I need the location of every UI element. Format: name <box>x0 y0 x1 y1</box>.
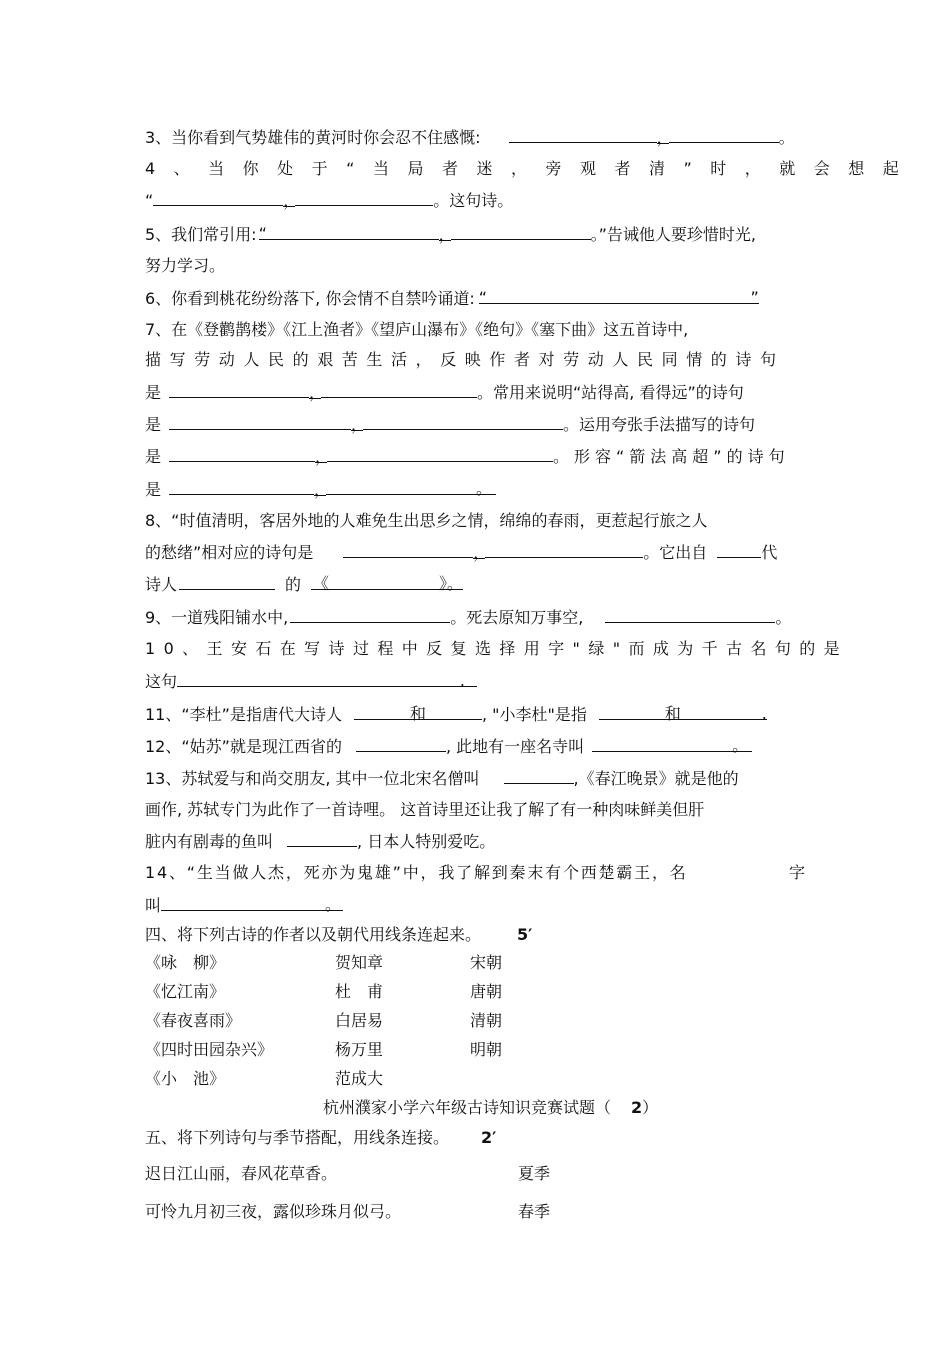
comma: ， <box>315 447 332 466</box>
comma: ， <box>438 225 455 244</box>
comma: ， <box>351 415 368 434</box>
score: 2′ <box>481 1128 497 1147</box>
dynasty-1[interactable]: 宋朝 <box>470 953 503 972</box>
answer-blank[interactable] <box>485 541 643 558</box>
label-de: 的 <box>285 575 302 594</box>
answer-blank[interactable] <box>326 478 496 498</box>
score: 5′ <box>517 925 533 944</box>
answer-blank[interactable] <box>669 126 779 143</box>
answer-blank[interactable] <box>179 573 275 590</box>
answer-blank[interactable] <box>169 478 314 495</box>
period: 。 <box>325 895 342 914</box>
close-paren: ） <box>642 1098 659 1117</box>
answer-blank[interactable] <box>258 223 439 243</box>
answer-blank[interactable] <box>295 189 433 206</box>
answer-blank[interactable] <box>290 606 450 623</box>
answer-blank[interactable] <box>169 381 309 398</box>
section-5-title <box>145 1127 496 1149</box>
question-7-line5 <box>145 445 790 468</box>
exam-title <box>323 1097 658 1119</box>
question-14-line2 <box>145 894 343 917</box>
verse-2[interactable]: 可怜九月初三夜，露似珍珠月似弓。 <box>145 1202 402 1221</box>
answer-blank[interactable] <box>343 541 473 558</box>
season-1[interactable]: 夏季 <box>518 1164 551 1183</box>
dynasty-4[interactable]: 明朝 <box>470 1040 503 1059</box>
label-he: 和 <box>409 704 426 723</box>
question-12 <box>145 735 752 758</box>
dynasty-2[interactable]: 唐朝 <box>470 982 503 1001</box>
section-title-text: 四、将下列古诗的作者以及朝代用线条连起来。 <box>145 925 482 944</box>
question-text: , "小李杜"是指 <box>481 705 587 724</box>
question-10-line2 <box>145 670 477 693</box>
label-shi: 是 <box>145 480 162 499</box>
answer-blank[interactable] <box>605 606 775 623</box>
author-4[interactable]: 杨万里 <box>335 1040 384 1059</box>
question-text: 9、一道残阳铺水中, <box>145 608 289 627</box>
close-bracket: 》。 <box>439 574 464 593</box>
question-9 <box>145 606 791 629</box>
open-quote: “ <box>478 288 488 307</box>
period: 。 <box>732 736 749 755</box>
question-text: 3、当你看到气势雄伟的黄河时你会忍不住感慨: <box>145 128 481 147</box>
author-3[interactable]: 白居易 <box>335 1011 384 1030</box>
answer-blank[interactable] <box>599 703 767 723</box>
label-zi: 字 <box>789 863 806 882</box>
question-text: 这句 <box>145 672 178 691</box>
label-shi: 是 <box>145 447 162 466</box>
question-tail: 。运用夸张手法描写的诗句 <box>563 415 756 434</box>
question-8-line3 <box>145 573 463 596</box>
open-quote: “ <box>145 191 154 210</box>
question-13-line1 <box>145 767 739 790</box>
question-text: 。死去原知万事空, <box>450 608 584 627</box>
author-2[interactable]: 杜 甫 <box>335 982 384 1001</box>
question-7-line6 <box>145 478 496 501</box>
question-text: ,《春江晚景》就是他的 <box>573 769 739 788</box>
answer-blank[interactable] <box>153 189 283 206</box>
answer-blank[interactable] <box>592 735 752 755</box>
label-shi: 是 <box>145 383 162 402</box>
question-text: 11、“李杜”是指唐代大诗人 <box>145 705 342 724</box>
question-11 <box>145 703 767 726</box>
question-tail: 。常用来说明“站得高, 看得远”的诗句 <box>477 383 744 402</box>
close-quote: ” <box>750 288 759 307</box>
dynasty-3[interactable]: 清朝 <box>470 1011 503 1030</box>
exam-number: 2 <box>631 1098 643 1117</box>
period: 。 <box>778 128 795 147</box>
question-7-line2: 描写劳动人民的艰苦生活，反映作者对劳动人民同情的诗句 <box>145 350 785 369</box>
answer-blank[interactable] <box>504 767 574 784</box>
label-shi: 是 <box>145 415 162 434</box>
comma: ， <box>473 543 490 562</box>
question-text: 14、“生当做人杰，死亦为鬼雄”中，我了解到秦末有个西楚霸王，名 <box>145 863 688 882</box>
question-text: 叫 <box>145 896 162 915</box>
open-bracket: 《 <box>313 574 330 593</box>
answer-blank[interactable] <box>451 223 591 240</box>
section-4-title <box>145 924 532 946</box>
answer-blank[interactable] <box>321 381 477 398</box>
question-text: 12、“姑苏”就是现江西省的 <box>145 737 342 756</box>
answer-blank[interactable] <box>169 445 315 462</box>
question-8-line1: 8、“时值清明，客居外地的人难免生出思乡之情，绵绵的春雨，更惹起行旅之人 <box>145 511 708 530</box>
answer-blank[interactable] <box>169 413 351 430</box>
answer-blank[interactable] <box>177 670 477 690</box>
question-3 <box>145 126 795 149</box>
season-2[interactable]: 春季 <box>518 1202 551 1221</box>
answer-blank[interactable] <box>161 894 343 914</box>
comma: ， <box>283 191 300 210</box>
question-8-line2 <box>145 541 777 564</box>
poem-5[interactable]: 《小 池》 <box>145 1069 226 1088</box>
period: 。 <box>775 608 792 627</box>
label-dai: 代 <box>761 543 778 562</box>
answer-blank[interactable] <box>354 703 482 723</box>
question-7-line3 <box>145 381 744 404</box>
answer-blank[interactable] <box>356 735 446 752</box>
question-10-line1: 10、王安石在写诗过程中反复选择用字"绿"而成为千古名句的是 <box>145 639 849 658</box>
poem-3[interactable]: 《春夜喜雨》 <box>145 1011 242 1030</box>
question-tail: 。它出自 <box>643 543 708 562</box>
period: 。 <box>476 479 493 498</box>
question-text: 6、你看到桃花纷纷落下, 你会情不自禁吟诵道: <box>145 289 475 308</box>
label-he: 和 <box>664 704 681 723</box>
comma: ， <box>314 480 331 499</box>
answer-blank[interactable] <box>327 445 553 462</box>
poem-2[interactable]: 《忆江南》 <box>145 982 226 1001</box>
answer-blank[interactable] <box>287 830 357 847</box>
answer-blank[interactable] <box>363 413 563 430</box>
verse-1[interactable]: 迟日江山丽，春风花草香。 <box>145 1164 338 1183</box>
question-6 <box>145 287 759 310</box>
question-4-line1: 4、当你处于“当局者迷，旁观者清”时，就会想起 <box>145 159 918 178</box>
question-text: 5、我们常引用: <box>145 225 257 244</box>
question-7-line4 <box>145 413 755 436</box>
poem-1[interactable]: 《咏 柳》 <box>145 953 226 972</box>
question-text: 13、苏轼爱与和尚交朋友, 其中一位北宋名僧叫 <box>145 769 480 788</box>
author-1[interactable]: 贺知章 <box>335 953 384 972</box>
comma: ， <box>309 383 326 402</box>
question-tail: 。形容“箭法高超”的诗句 <box>553 447 790 466</box>
question-text: 的愁绪”相对应的诗句是 <box>145 543 314 562</box>
question-tail: 。这句诗。 <box>433 191 514 210</box>
answer-blank[interactable] <box>509 126 657 143</box>
period: . <box>761 704 767 723</box>
period: . <box>459 671 466 690</box>
question-text: , 日本人特别爱吃。 <box>357 832 496 851</box>
answer-blank[interactable] <box>311 573 464 593</box>
question-14-line1 <box>145 862 688 884</box>
question-7-line1: 7、在《登鹳鹊楼》《江上渔者》《望庐山瀑布》《绝句》《塞下曲》这五首诗中, <box>145 320 689 339</box>
question-5 <box>145 223 756 246</box>
answer-blank[interactable] <box>478 287 759 307</box>
open-quote: “ <box>258 224 267 243</box>
question-text: 脏内有剧毒的鱼叫 <box>145 832 274 851</box>
question-text: , 此地有一座名寺叫 <box>445 737 585 756</box>
comma: ， <box>656 128 673 147</box>
author-5[interactable]: 范成大 <box>335 1069 384 1088</box>
question-13-line2: 画作, 苏轼专门为此作了一首诗哩。 这首诗里还让我了解了有一种肉味鲜美但肝 <box>145 800 705 819</box>
section-title-text: 五、将下列诗句与季节搭配，用线条连接。 <box>145 1128 450 1147</box>
question-5-line2: 努力学习。 <box>145 256 226 275</box>
poem-4[interactable]: 《四时田园杂兴》 <box>145 1040 274 1059</box>
question-13-line3 <box>145 830 495 853</box>
exam-title-text: 杭州濮家小学六年级古诗知识竞赛试题（ <box>323 1098 612 1117</box>
question-tail: 。”告诫他人要珍惜时光, <box>590 225 756 244</box>
question-text: 诗人 <box>145 575 178 594</box>
answer-blank[interactable] <box>717 541 761 558</box>
question-4-line2 <box>145 189 513 212</box>
